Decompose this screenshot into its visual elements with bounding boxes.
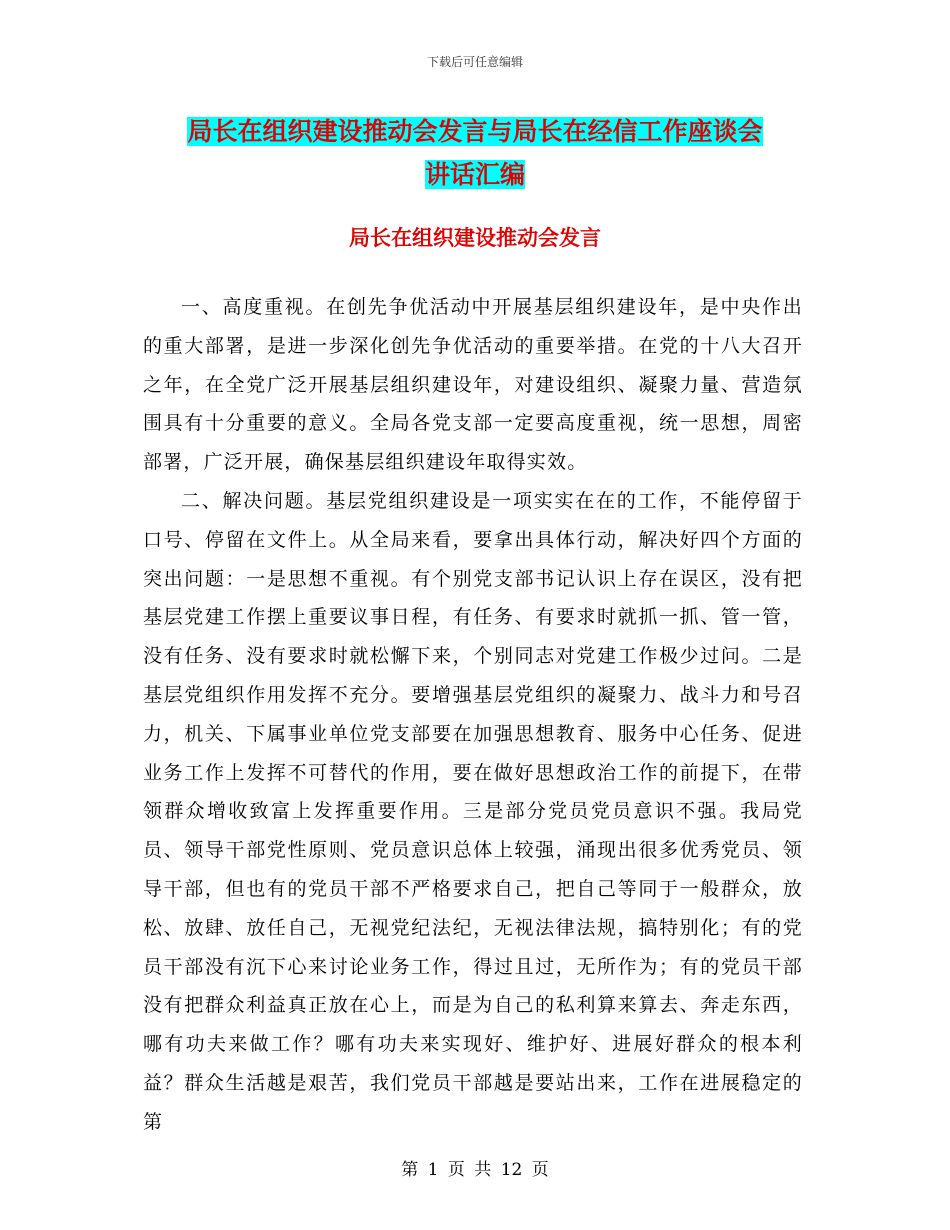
page-number: 第 1 页 共 12 页: [401, 1160, 549, 1180]
document-title: [140, 110, 810, 196]
paragraph-2: 二、解决问题。基层党组织建设是一项实实在在的工作，不能停留于口号、停留在文件上。从全局来看，要拿出具体行动，解决好四个方面的突出问题：一是思想不重视。有个别党支部书记认识上存在误区，没有把基层党建工作摆上重要议事日程，有任务、有要求时就抓一抓、管一管，没有任务、没有要求时就松懈下来，个别同志对党建工作极少过问。二是基层党组织作用发挥不充分。要增强基层党组织的凝聚力、战斗力和号召力，机关、下属事业单位党支部要在加强思想教育、服务中心任务、促进业务工作上发挥不可替代的作用，要在做好思想政治工作的前提下，在带领群众增收致富上发挥重要作用。三是部分党员党员意识不强。我局党员、领导干部党性原则、党员意识总体上较强，涌现出很多优秀党员、领导干部，但也有的党员干部不严格要求自己，把自己等同于一般群众，放松、放肆、放任自己，无视党纪法纪，无视法律法规，搞特别化；有的党员干部没有沉下心来讨论业务工作，得过且过，无所作为；有的党员干部没有把群众利益真正放在心上，而是为自己的私利算来算去、奔走东西，哪有功夫来做工作？哪有功夫来实现好、维护好、进展好群众的根本利益？群众生活越是艰苦，我们党员干部越是要站出来，工作在进展稳定的第: [143, 489, 803, 1133]
document-title-line-2: 讲话汇编: [424, 160, 525, 189]
page-header-note: 下载后可任意编辑: [426, 55, 523, 69]
document-body: [143, 288, 803, 1142]
paragraph-1: 一、高度重视。在创先争优活动中开展基层组织建设年，是中央作出的重大部署，是进一步深化创先争优活动的重要举措。在党的十八大召开之年，在全党广泛开展基层组织建设年，对建设组织、凝聚力量、营造氛围具有十分重要的意义。全局各党支部一定要高度重视，统一思想，周密部署，广泛开展，确保基层组织建设年取得实效。: [143, 296, 803, 474]
document-title-line-1: 局长在组织建设推动会发言与局长在经信工作座谈会: [187, 117, 763, 146]
section-title: 局长在组织建设推动会发言: [349, 226, 601, 250]
